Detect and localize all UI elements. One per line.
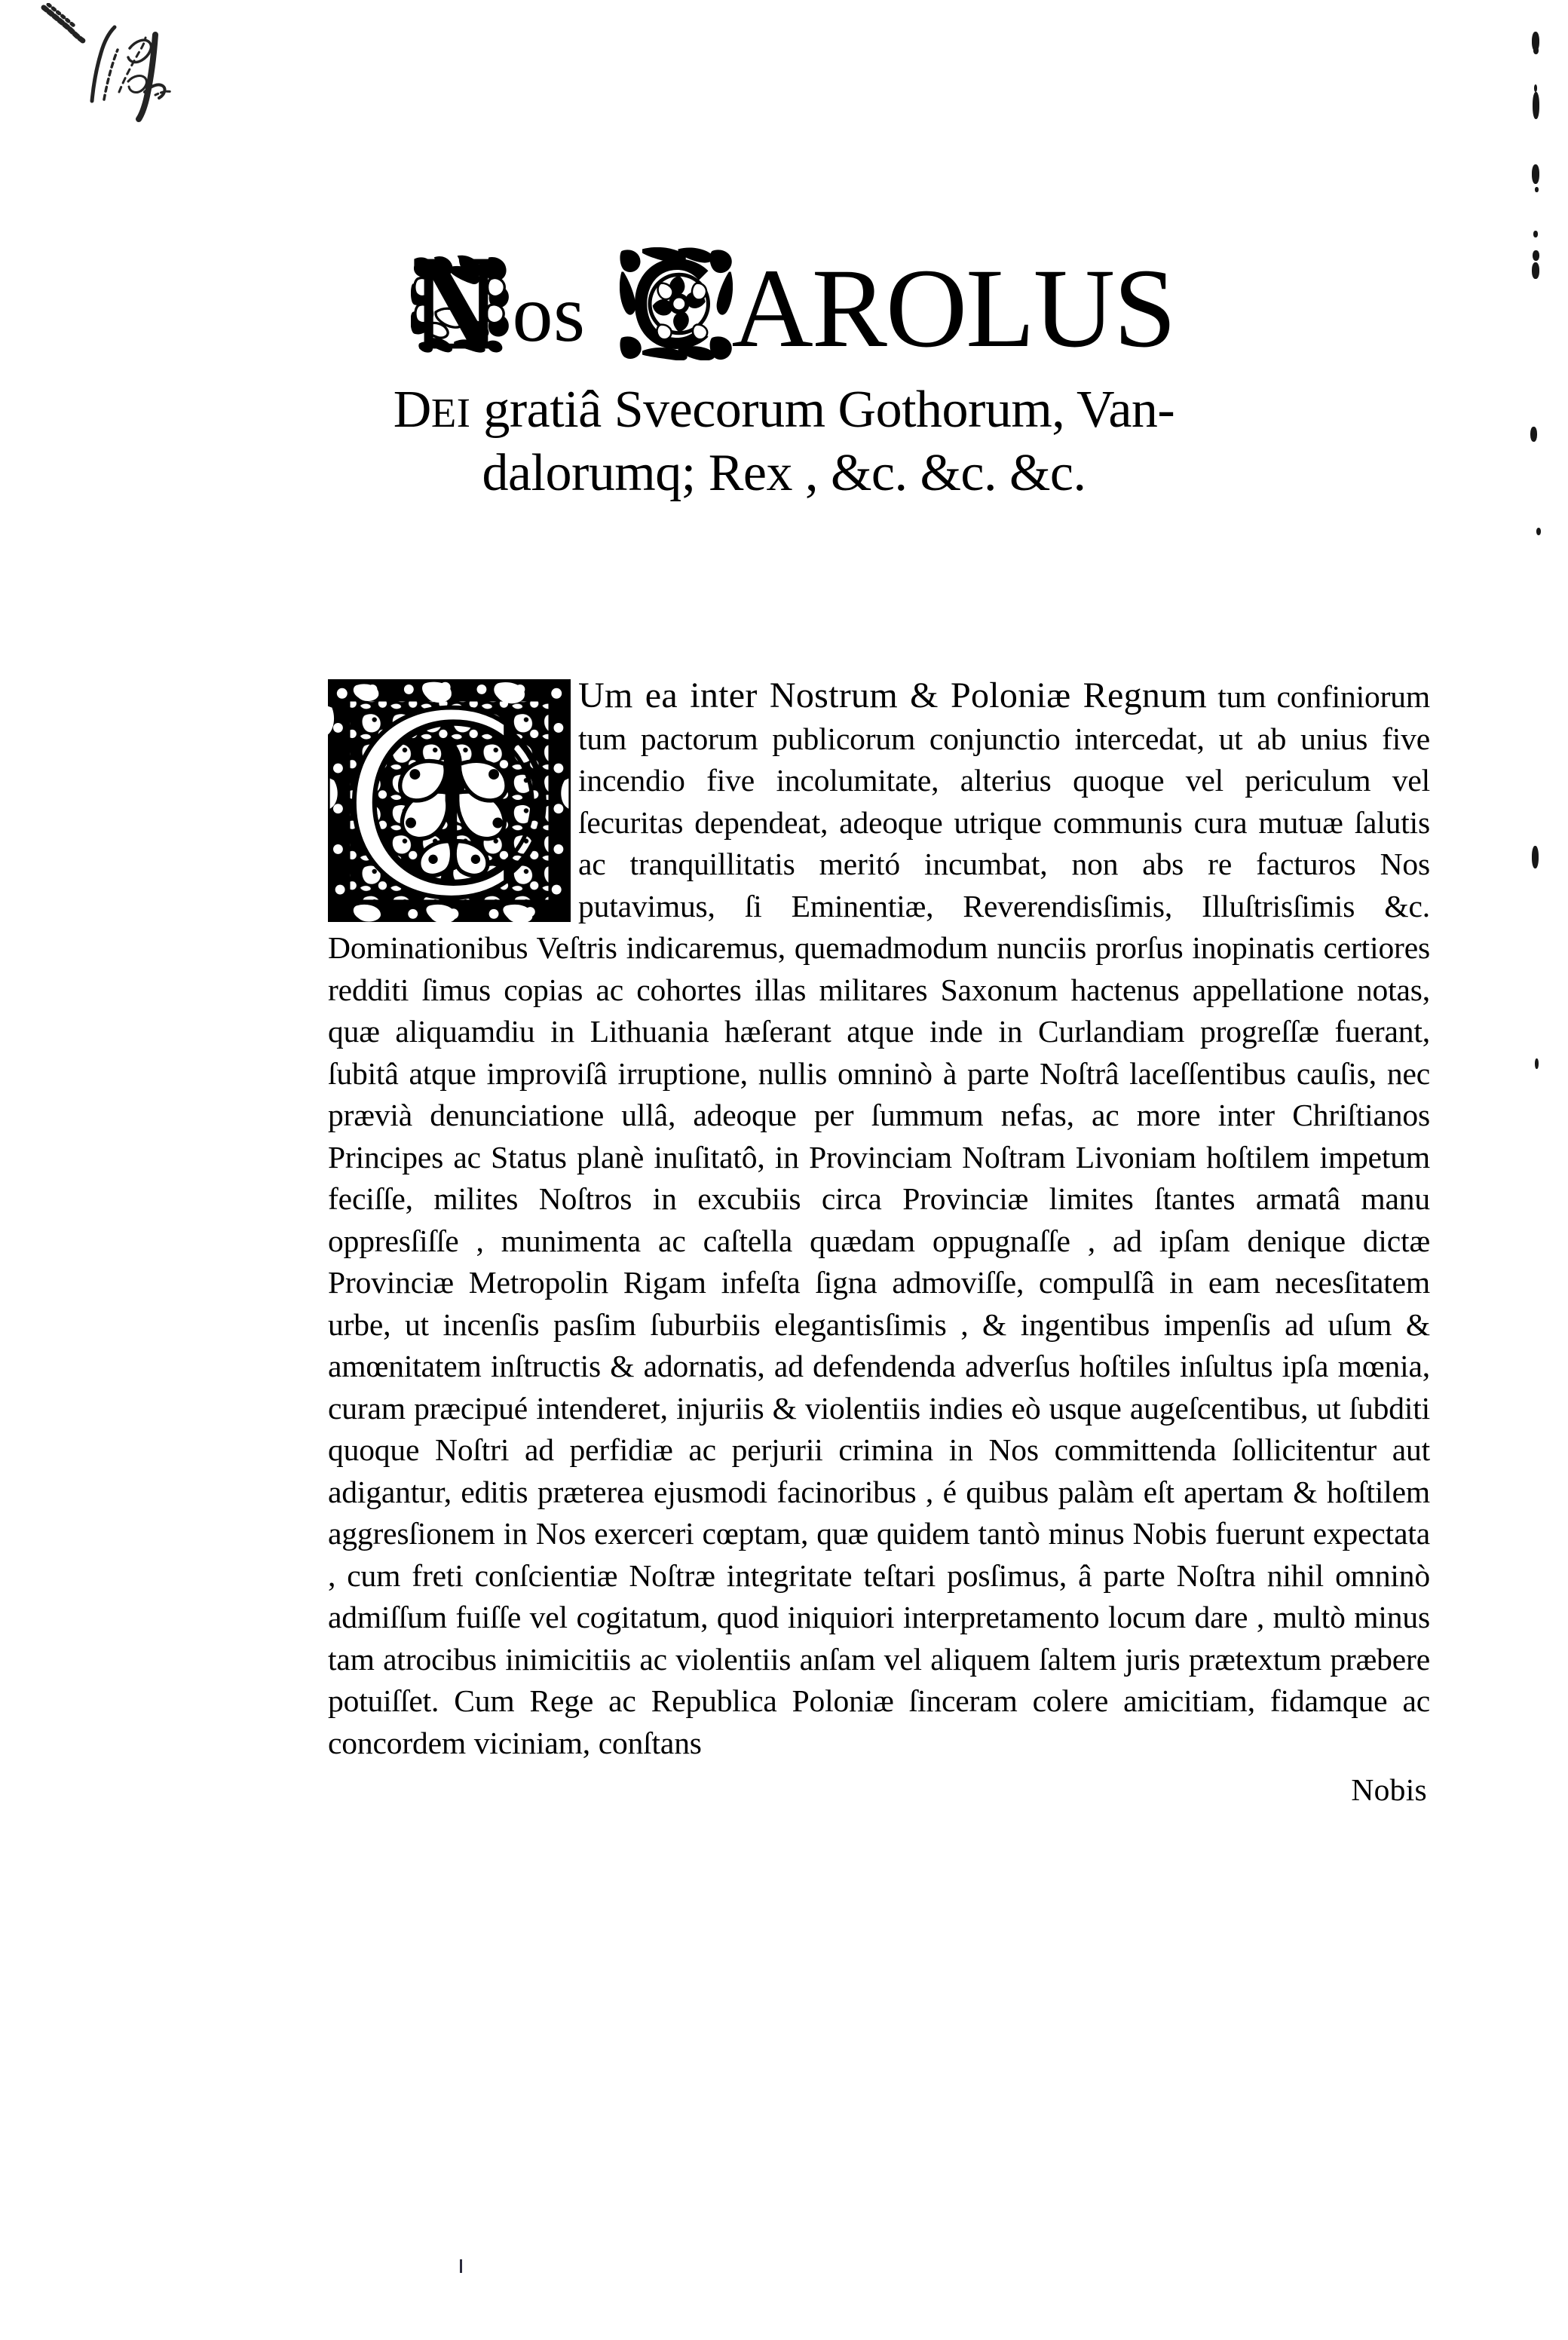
ornamental-initial-c-title	[620, 247, 733, 360]
paper-speck	[460, 2259, 462, 2273]
title-dei-d: D	[393, 381, 431, 439]
catchword: Nobis	[1351, 1772, 1427, 1807]
title-carolus-rest: AROLUS	[731, 246, 1175, 371]
title-main-line	[18, 240, 1568, 371]
title-dei-ei: EI	[430, 390, 471, 436]
body-first-line: Um ea inter Nostrum & Poloniæ Regnum	[578, 675, 1208, 715]
manuscript-annotation	[35, 3, 201, 124]
title-nos-rest: os	[512, 269, 586, 359]
title-subtitle-line1	[0, 381, 1568, 439]
ornamental-initial-n	[411, 254, 510, 354]
ornamental-dropcap-c	[328, 679, 571, 922]
body-text-block	[328, 675, 1430, 1808]
title-subtitle-line2: dalorumq; Rex , &c. &c. &c.	[482, 443, 1086, 502]
body-paragraph-rest: tum confiniorum tum pactorum publicorum conjunctio intercedat, ut ab unius five incendio five incolumitate, alterius quoque vel periculum vel ſecuritas dependeat, adeoque utrique communis cura mutuæ ſalutis ac tranquillitatis meritó incumbat, non abs re facturos Nos putavimus, ſi Eminentiæ, Reverendisſimis, Illuſtrisſimis &c. Dominationibus Veſtris indicaremus, quemadmodum nunciis prorſus inopinatis certiores redditi ſimus copias ac cohortes illas militares Saxonum hactenus appellatione notas, quæ aliquamdiu in Lithuania hæſerant atque inde in Curlandiam progreſſæ fuerant, ſubitâ atque improviſâ irruptione, nullis omninò à parte Noſtrâ laceſſentibus cauſis, nec prævià denunciatione ullâ, adeoque per ſummum nefas, ac more inter Chriſtianos Principes ac Status planè inuſitatô, in Provinciam Noſtram Livoniam hoſtilem impetum feciſſe, milites Noſtros in excubiis circa Provinciæ limites ſtantes armatâ manu oppresſiſſe , munimenta ac caſtella quædam oppugnaſſe , ad ipſam denique dictæ Provinciæ Metropolin Rigam infeſta ſigna admoviſſe, compulſâ in eam necesſitatem urbe, ut incenſis pasſim ſuburbiis elegantisſimis , & ingentibus impenſis ad uſum & amœnitatem inſtructis & adornatis, ad defendenda adverſus hoſtiles inſultus ipſa mœnia, curam præcipué intenderet, injuriis & violentiis indies eò usque augeſcentibus, ut ſubditi quoque Noſtri ad perfidiæ ac perjurii crimina in Nos committenda ſollicitentur aut adigantur, editis præterea ejusmodi facinoribus , é quibus palàm eſt apertam & hoſtilem aggresſionem in Nos exerceri cœptam, quæ quidem tantò minus Nobis fuerunt expectata , cum freti conſcientiæ Noſtræ integritate teſtari posſimus, â parte Noſtra nihil omninò admiſſum fuiſſe vel cogitatum, quod iniquiori interpretamento locum dare , multò minus tam atrocibus inimicitiis ac violentiis anſam vel aliquem ſaltem juris prætextum præbere potuiſſet. Cum Rege ac Republica Poloniæ ſinceram colere amicitiam, fidamque ac concordem viciniam, conſtans	[328, 679, 1430, 1760]
title-subtitle-rest: gratiâ Svecorum Gothorum, Van-	[470, 381, 1175, 439]
title-block	[0, 240, 1568, 501]
